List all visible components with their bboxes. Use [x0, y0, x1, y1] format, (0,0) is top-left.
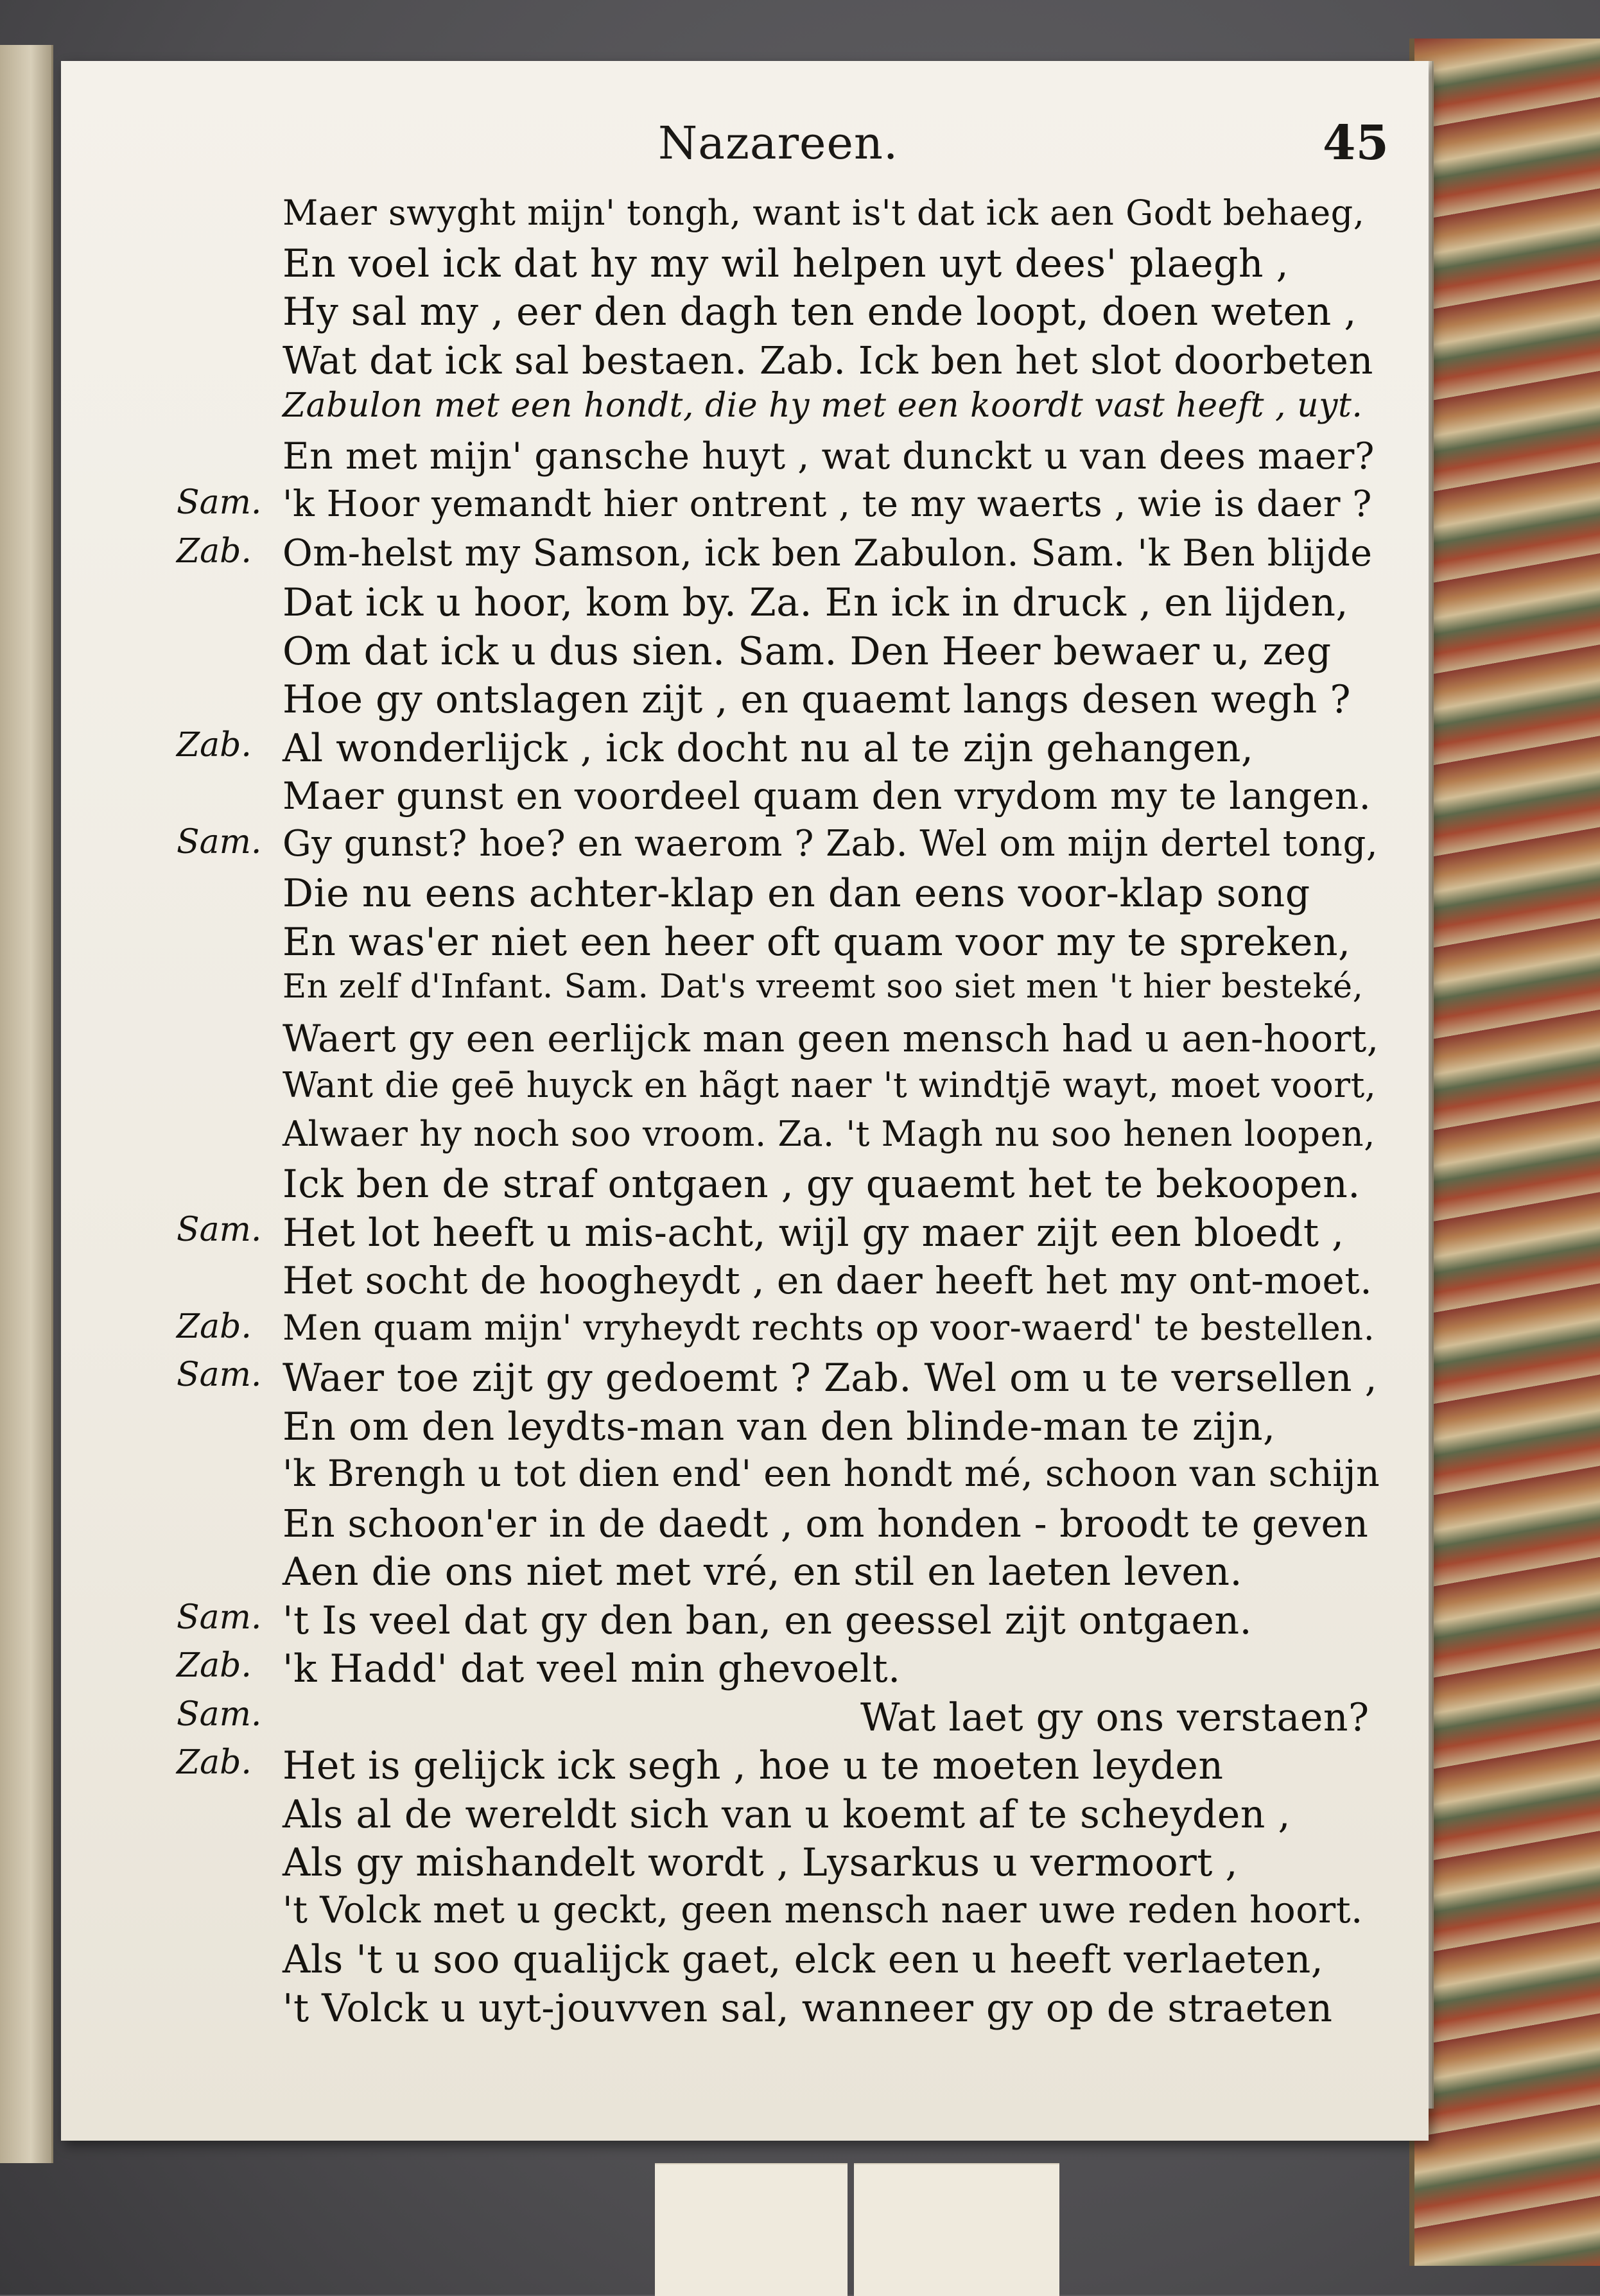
- speaker-label: Zab.: [177, 1307, 252, 1346]
- speaker-label: Sam.: [177, 1598, 262, 1637]
- speaker-label: Sam.: [177, 1210, 262, 1249]
- facing-page-edge: [0, 45, 53, 2163]
- line-text: 't Volck u uyt-jouvven sal, wanneer gy op de straeten: [283, 1985, 1333, 2031]
- page-number: 45: [1323, 116, 1389, 171]
- line-text: Om-helst my Samson, ick ben Zabulon. Sam. 'k Ben blijde: [283, 531, 1373, 574]
- line-text: Want die geē huyck en hãgt naer 't windtjē wayt, moet voort,: [283, 1065, 1377, 1105]
- line-text: Hoe gy ontslagen zijt , en quaemt langs desen wegh ?: [283, 677, 1351, 722]
- line-text: Als al de wereldt sich van u koemt af te scheyden ,: [283, 1791, 1291, 1837]
- paper-slip-right: [854, 2163, 1059, 2296]
- line-text: Zabulon met een hondt, die hy met een koordt vast heeft , uyt.: [283, 386, 1363, 425]
- line-text: Wat dat ick sal bestaen. Zab. Ick ben het slot doorbeten: [283, 338, 1373, 383]
- speaker-label: Sam.: [177, 822, 262, 861]
- line-text: En om den leydts-man van den blinde-man te zijn,: [283, 1404, 1276, 1449]
- line-text: Ick ben de straf ontgaen , gy quaemt het te bekoopen.: [283, 1162, 1361, 1207]
- line-text: Maer gunst en voordeel quam den vrydom my te langen.: [283, 774, 1371, 818]
- line-text: Die nu eens achter-klap en dan eens voor-klap song: [283, 871, 1310, 916]
- line-text: En voel ick dat hy my wil helpen uyt dees' plaegh ,: [283, 241, 1289, 286]
- line-text: Het is gelijck ick segh , hoe u te moeten leyden: [283, 1743, 1224, 1788]
- speaker-label: Sam.: [177, 483, 262, 522]
- line-text: Als 't u soo qualijck gaet, elck een u heeft verlaeten,: [283, 1937, 1324, 1982]
- line-text: Maer swyght mijn' tongh, want is't dat ick aen Godt behaeg,: [283, 193, 1365, 233]
- line-text: Men quam mijn' vryheydt rechts op voor-waerd' te bestellen.: [283, 1307, 1375, 1348]
- line-text: Al wonderlijck , ick docht nu al te zijn gehangen,: [283, 725, 1254, 771]
- line-text: Om dat ick u dus sien. Sam. Den Heer bewaer u, zeg: [283, 628, 1332, 674]
- speaker-label: Zab.: [177, 1743, 252, 1782]
- line-text: En schoon'er in de daedt , om honden - broodt te geven: [283, 1501, 1369, 1546]
- line-text: En met mijn' gansche huyt , wat dunckt u van dees maer?: [283, 435, 1375, 478]
- line-text: Dat ick u hoor, kom by. Za. En ick in druck , en lijden,: [283, 580, 1349, 625]
- line-text: 'k Brengh u tot dien end' een hondt mé, schoon van schijn: [283, 1453, 1380, 1495]
- line-text: Het socht de hoogheydt , en daer heeft het my ont-moet.: [283, 1259, 1373, 1302]
- line-text: Gy gunst? hoe? en waerom ? Zab. Wel om mijn dertel tong,: [283, 822, 1378, 865]
- line-text: Het lot heeft u mis-acht, wijl gy maer zijt een bloedt ,: [283, 1210, 1344, 1256]
- line-text: Hy sal my , eer den dagh ten ende loopt, doen weten ,: [283, 289, 1357, 334]
- line-text: En was'er niet een heer oft quam voor my te spreken,: [283, 919, 1351, 965]
- paper-slip-left: [655, 2163, 848, 2296]
- speaker-label: Zab.: [177, 531, 252, 571]
- line-text: En zelf d'Infant. Sam. Dat's vreemt soo siet men 't hier besteké,: [283, 968, 1364, 1006]
- line-text: Waer toe zijt gy gedoemt ? Zab. Wel om u te versellen ,: [283, 1356, 1378, 1401]
- line-text: 'k Hadd' dat veel min ghevoelt.: [283, 1646, 901, 1691]
- line-text: Als gy mishandelt wordt , Lysarkus u vermoort ,: [283, 1840, 1239, 1885]
- marbled-cover-board: [1409, 39, 1600, 2266]
- speaker-label: Sam.: [177, 1356, 262, 1394]
- speaker-label: Zab.: [177, 725, 252, 764]
- line-text: Waert gy een eerlijck man geen mensch had u aen-hoort,: [283, 1016, 1379, 1060]
- line-text: Aen die ons niet met vré, en stil en laeten leven.: [283, 1549, 1243, 1594]
- line-text: 't Is veel dat gy den ban, en geessel zijt ontgaen.: [283, 1598, 1253, 1643]
- line-text: Wat laet gy ons verstaen?: [860, 1695, 1370, 1740]
- line-text: 't Volck met u geckt, geen mensch naer uwe reden hoort.: [283, 1888, 1363, 1931]
- running-title: Nazareen.: [658, 117, 899, 169]
- line-text: 'k Hoor yemandt hier ontrent , te my waerts , wie is daer ?: [283, 483, 1372, 525]
- line-text: Alwaer hy noch soo vroom. Za. 't Magh nu soo henen loopen,: [283, 1113, 1375, 1154]
- speaker-label: Sam.: [177, 1695, 262, 1734]
- speaker-label: Zab.: [177, 1646, 252, 1685]
